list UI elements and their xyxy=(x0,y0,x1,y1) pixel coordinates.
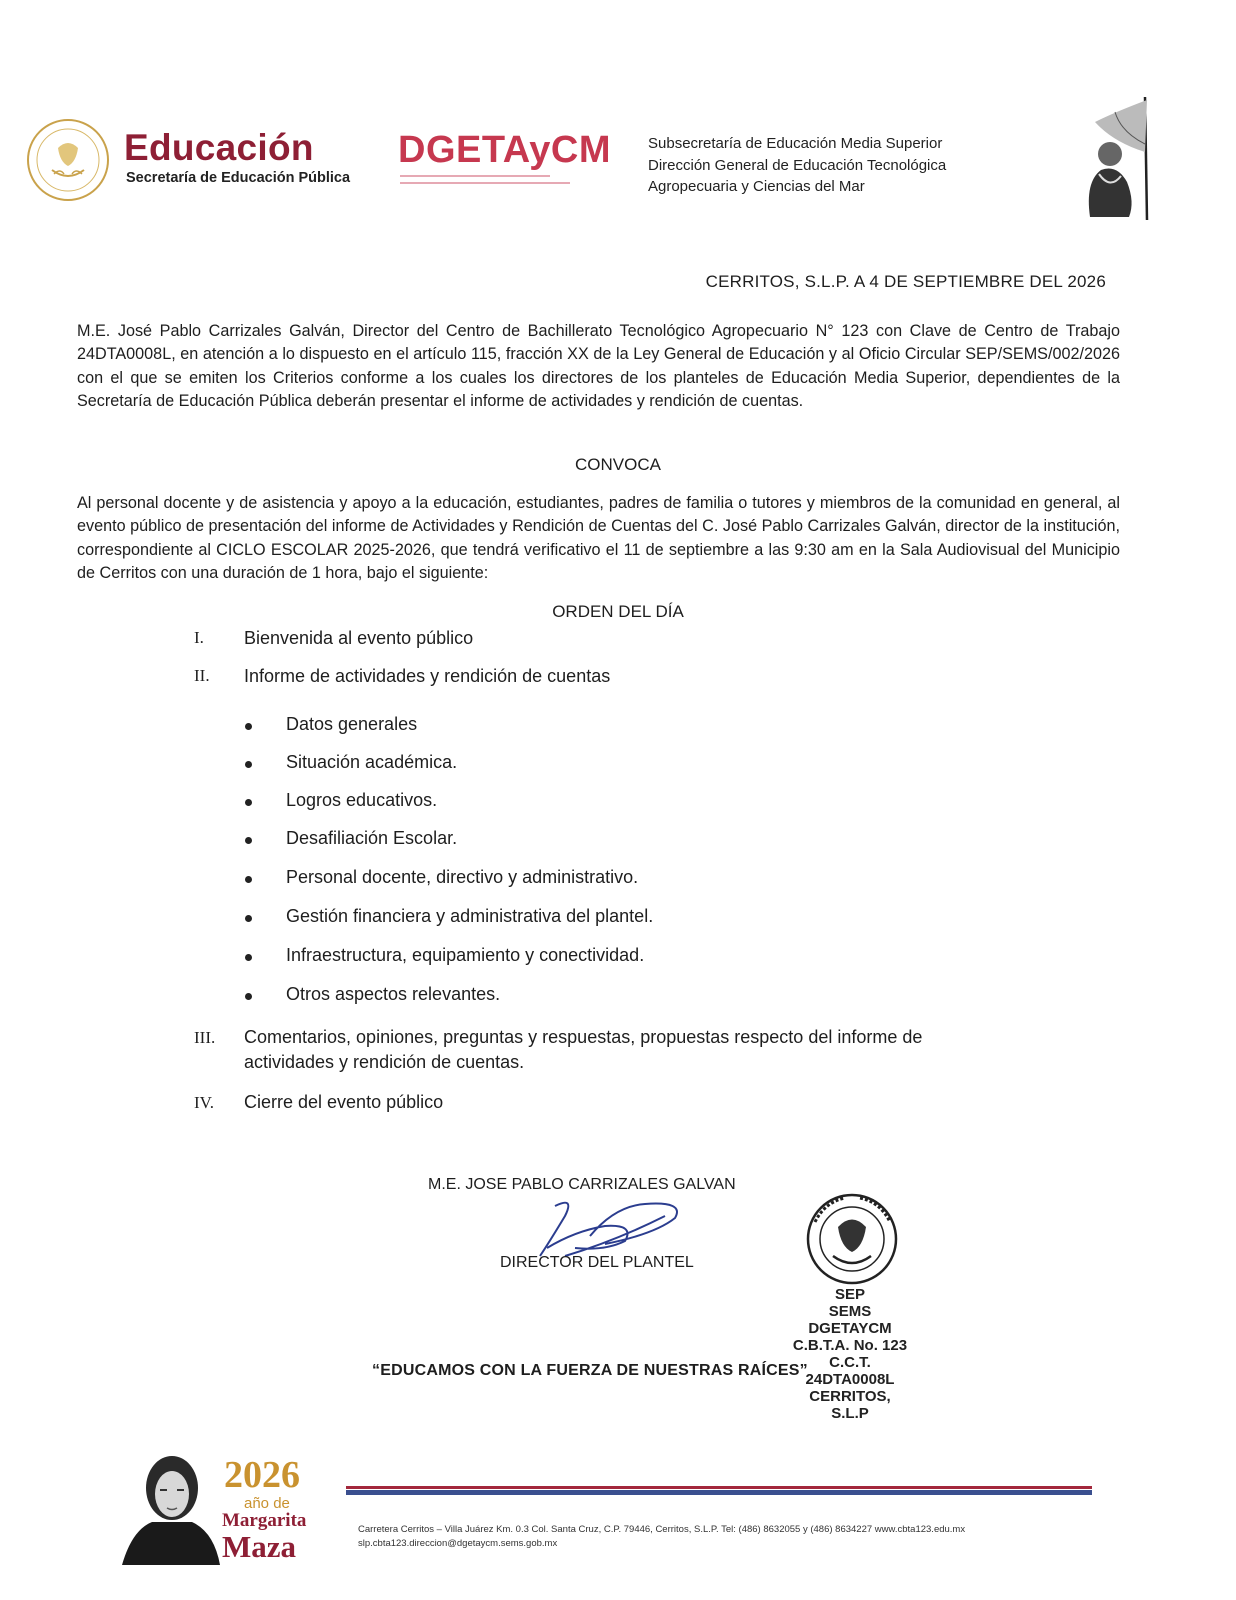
agenda-subitem: Logros educativos. xyxy=(286,790,438,810)
subsecretaria-line: Subsecretaría de Educación Media Superior xyxy=(648,135,943,152)
subsecretaria-text-block xyxy=(648,133,946,198)
stamp-line: CERRITOS, S.L.P xyxy=(809,1388,891,1422)
agenda-item: Informe de actividades y rendición de cuentas xyxy=(244,666,611,686)
footer-name-first: Margarita xyxy=(222,1510,307,1531)
agropecuaria-line: Agropecuaria y Ciencias del Mar xyxy=(648,178,865,195)
agenda-number: IV. xyxy=(194,1093,214,1112)
intro-paragraph: M.E. José Pablo Carrizales Galván, Director del Centro de Bachillerato Tecnológico Agropecuario N° 123 con Clave de Centro de Trabajo 24DTA0008L, en atención a lo dispuesto en el artículo 115, fracción XX de la Ley General de Educación y al Oficio Circular SEP/SEMS/002/2026 con el que se emiten los Criterios conforme a los cuales los directores de los planteles de Educación Media Superior, dependientes de la Secretaría de Educación Pública deberán presentar el informe de actividades y rendición de cuentas. xyxy=(77,322,1120,411)
agenda-subitem: Gestión financiera y administrativa del plantel. xyxy=(286,906,654,926)
bullet-icon xyxy=(245,837,252,844)
stamp-line: SEP xyxy=(834,1286,865,1303)
footer-year-subtitle: año de xyxy=(244,1495,290,1512)
agenda-subitem: Infraestructura, equipamiento y conectividad. xyxy=(286,945,645,965)
stamp-line: C.C.T. 24DTA0008L xyxy=(805,1354,895,1388)
stamp-text-block xyxy=(790,1286,910,1422)
agenda-number: III. xyxy=(194,1028,216,1047)
bullet-icon xyxy=(245,723,252,730)
bullet-icon xyxy=(245,761,252,768)
agenda-item: Cierre del evento público xyxy=(244,1092,444,1112)
footer-address: Carretera Cerritos – Villa Juárez Km. 0.3 Col. Santa Cruz, C.P. 79446, Cerritos, S.L.P. Tel: (486) 8632055 y (486) 8634227 www.cbta123.edu.mx xyxy=(358,1524,966,1535)
date-line: CERRITOS, S.L.P. A 4 DE SEPTIEMBRE DEL 2026 xyxy=(705,272,1106,291)
official-stamp-seal-icon xyxy=(805,1192,900,1287)
agenda-subitem: Datos generales xyxy=(286,714,418,734)
call-paragraph: Al personal docente y de asistencia y apoyo a la educación, estudiantes, padres de familia o tutores y miembros de la comunidad en general, al evento público de presentación del informe de Actividades y Rendición de Cuentas del C. José Pablo Carrizales Galván, director de la institución, correspondiente al CICLO ESCOLAR 2025-2026, que tendrá verificativo el 11 de septiembre a las 9:30 am en la Sala Audiovisual del Municipio de Cerritos con una duración de 1 hora, bajo el siguiente: xyxy=(77,494,1120,583)
bullet-icon xyxy=(245,799,252,806)
educacion-logo-word: Educación xyxy=(124,127,314,168)
agenda-subitem: Personal docente, directivo y administrativo. xyxy=(286,867,639,887)
stamp-line: SEMS xyxy=(828,1303,872,1320)
leona-vicario-flag-illustration xyxy=(1055,92,1170,222)
direccion-line: Dirección General de Educación Tecnológica xyxy=(648,156,947,174)
signer-title: DIRECTOR DEL PLANTEL xyxy=(500,1254,694,1271)
bullet-icon xyxy=(245,993,252,1000)
bullet-icon xyxy=(245,915,252,922)
agenda-subitem: Desafiliación Escolar. xyxy=(286,828,458,848)
coat-of-arms-seal-icon xyxy=(26,118,110,202)
agenda-item: Comentarios, opiniones, preguntas y respuestas, propuestas respecto del informe de xyxy=(244,1027,923,1047)
sep-subtitle: Secretaría de Educación Pública xyxy=(126,170,351,186)
agenda-subitem: Situación académica. xyxy=(286,752,458,772)
dgetaycm-logo-word: DGETAyCM xyxy=(398,129,611,171)
agenda-subitem: Otros aspectos relevantes. xyxy=(286,984,501,1004)
signer-name: M.E. JOSE PABLO CARRIZALES GALVAN xyxy=(428,1176,736,1193)
orden-del-dia-heading: ORDEN DEL DÍA xyxy=(552,602,684,621)
stamp-line: C.B.T.A. No. 123 xyxy=(792,1337,908,1354)
footer-divider-stripes xyxy=(346,1486,1092,1496)
footer-name-last: Maza xyxy=(222,1530,297,1560)
agenda-number: I. xyxy=(194,628,204,647)
stamp-line: DGETAYCM xyxy=(808,1320,892,1337)
footer-email: slp.cbta123.direccion@dgetaycm.sems.gob.mx xyxy=(358,1538,558,1549)
bullet-icon xyxy=(245,876,252,883)
agenda-item-continuation: actividades y rendición de cuentas. xyxy=(244,1052,525,1072)
dgetaycm-logo-small-text-lines xyxy=(400,173,575,191)
bullet-icon xyxy=(245,954,252,961)
convoca-heading: CONVOCA xyxy=(575,455,661,474)
footer-year: 2026 xyxy=(224,1454,300,1496)
agenda-item: Bienvenida al evento público xyxy=(244,628,474,648)
institutional-motto: “EDUCAMOS CON LA FUERZA DE NUESTRAS RAÍCES” xyxy=(372,1362,808,1379)
agenda-number: II. xyxy=(194,666,210,685)
margarita-maza-portrait xyxy=(122,1450,220,1565)
